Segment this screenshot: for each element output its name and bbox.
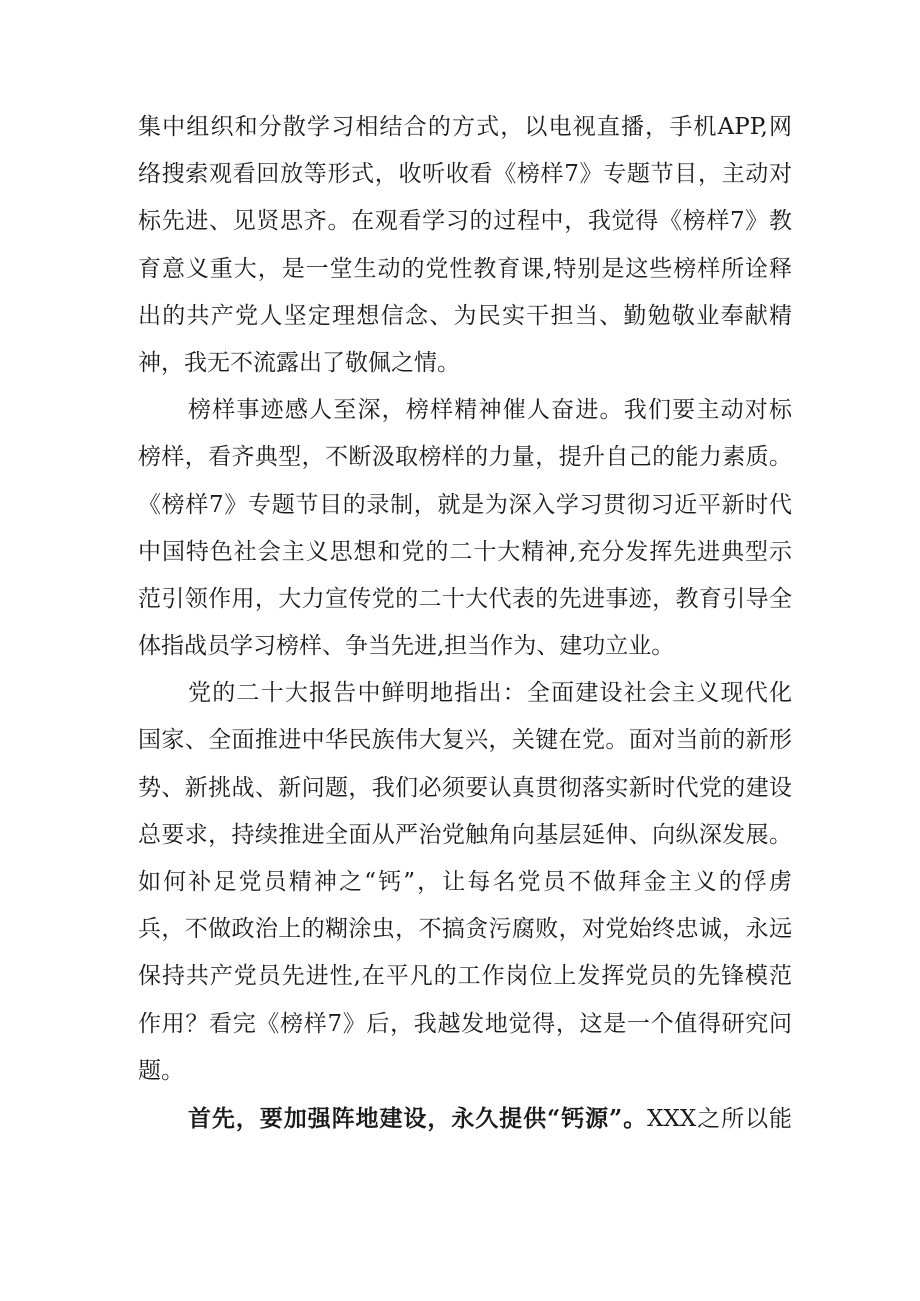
text-line: 标先进、见贤思齐。在观看学习的过程中，我觉得《榜样7》教 [138,208,792,235]
text-line: 党的二十大报告中鲜明地指出：全面建设社会主义现代化 [188,680,792,707]
plain-continuation: XXX之所以能 [647,1105,792,1132]
text-line: 育意义重大，是一堂生动的党性教育课,特别是这些榜样所诠释 [138,255,792,282]
text-line [138,1095,792,1142]
text-line: 榜样，看齐典型，不断汲取榜样的力量，提升自己的能力素质。 [138,444,792,471]
text-line: 兵，不做政治上的糊涂虫，不搞贪污腐败，对党始终忠诚，永远 [138,916,792,943]
text-line: 势、新挑战、新问题，我们必须要认真贯彻落实新时代党的建设 [138,774,792,801]
text-line: 如何补足党员精神之“钙”，让每名党员不做拜金主义的俘虏 [138,869,792,895]
document-body [138,104,792,1142]
text-line: 出的共产党人坚定理想信念、为民实干担当、勤勉敬业奉献精 [138,302,792,329]
text-line: 中国特色社会主义思想和党的二十大精神,充分发挥先进典型示 [138,538,792,565]
text-line: 榜样事迹感人至深，榜样精神催人奋进。我们要主动对标 [188,397,792,424]
text-line: 题。 [138,1057,184,1084]
text-line: 总要求，持续推进全面从严治党触角向基层延伸、向纵深发展。 [138,821,792,848]
paragraph-1 [138,104,792,387]
text-line: 体指战员学习榜样、争当先进,担当作为、建功立业。 [138,633,675,660]
text-line: 集中组织和分散学习相结合的方式，以电视直播，手机APP,网 [138,114,792,140]
paragraph-2 [138,387,792,670]
text-line: 神，我无不流露出了敬佩之情。 [138,349,460,376]
text-line: 《榜样7》专题节目的录制，就是为深入学习贯彻习近平新时代 [138,491,792,518]
text-line: 保持共产党员先进性,在平凡的工作岗位上发挥党员的先锋模范 [138,963,792,990]
text-line: 范引领作用，大力宣传党的二十大代表的先进事迹，教育引导全 [138,585,792,612]
text-line: 国家、全面推进中华民族伟大复兴，关键在党。面对当前的新形 [138,727,792,754]
text-line: 作用？看完《榜样7》后，我越发地觉得，这是一个值得研究问 [138,1010,792,1037]
text-line: 络搜索观看回放等形式，收听收看《榜样7》专题节目，主动对 [138,161,792,188]
bold-heading-sentence: 首先，要加强阵地建设，永久提供“钙源”。 [188,1104,648,1132]
paragraph-4 [138,1095,792,1142]
paragraph-3 [138,670,792,1095]
